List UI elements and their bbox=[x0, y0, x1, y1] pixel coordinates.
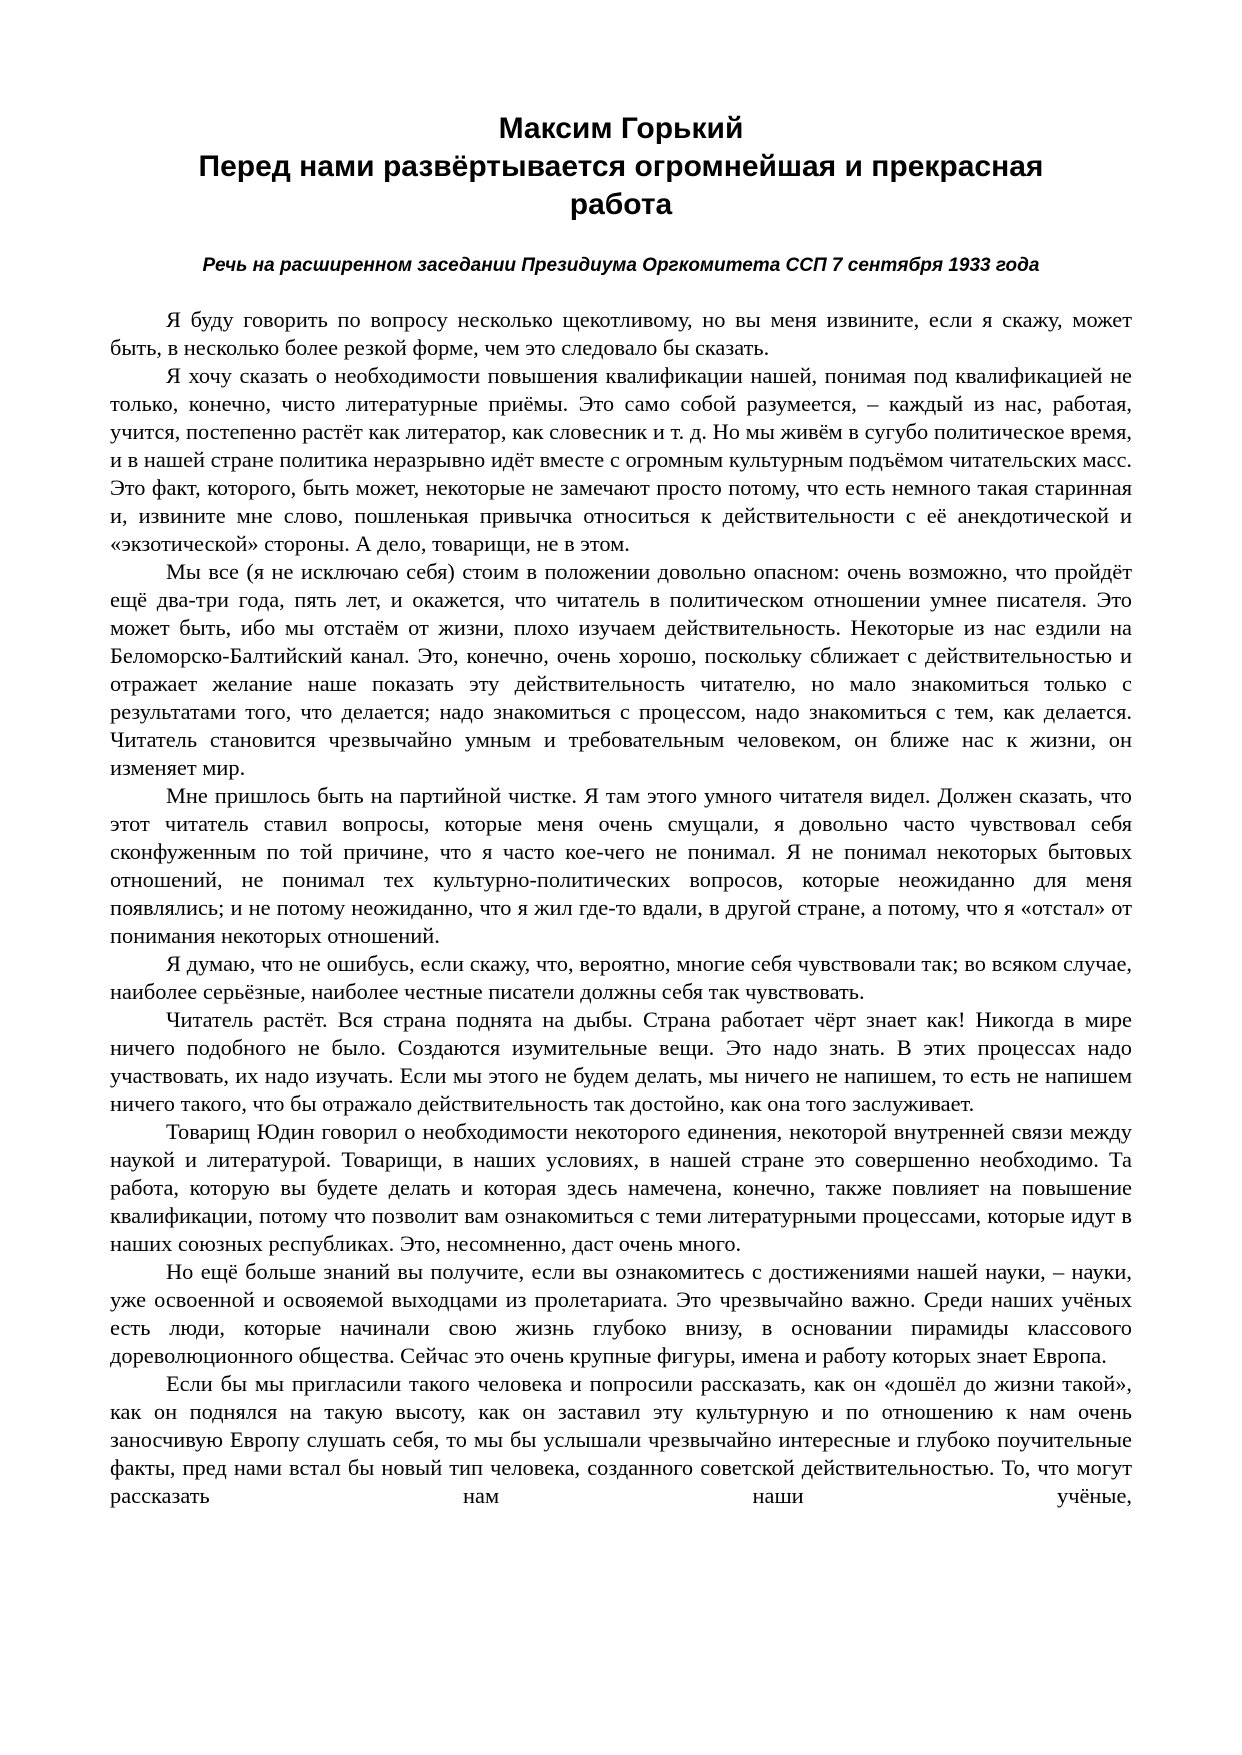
author-name: Максим Горький bbox=[498, 112, 744, 145]
paragraph: Я буду говорить по вопросу несколько щекотливому, но вы меня извините, если я скажу, может быть, в несколько более резкой форме, чем это следовало бы сказать. bbox=[110, 307, 1132, 360]
paragraph: Мне пришлось быть на партийной чистке. Я там этого умного читателя видел. Должен сказать, что этот читатель ставил вопросы, которые меня очень смущали, я довольно часто чувствовал себя сконфуженным по той причине, что я часто кое-чего не понимал. Я не понимал некоторых бытовых отношений, не понимал тех культурно-политических вопросов, которые неожиданно для меня появлялись; и не потому неожиданно, что я жил где-то вдали, в другой стране, а потому, что я «отстал» от понимания некоторых отношений. bbox=[110, 783, 1132, 948]
paragraph: Я хочу сказать о необходимости повышения квалификации нашей, понимая под квалификацией не только, конечно, чисто литературные приёмы. Это само собой разумеется, – каждый из нас, работая, учится, постепенно растёт как литератор, как словесник и т. д. Но мы живём в сугубо политическое время, и в нашей стране политика неразрывно идёт вместе с огромным культурным подъёмом читательских масс. Это факт, которого, быть может, некоторые не замечают просто потому, что есть немного такая старинная и, извините мне слово, пошленькая привычка относиться к действительности с её анекдотической и «экзотической» стороны. А дело, товарищи, не в этом. bbox=[110, 363, 1132, 556]
document-title bbox=[110, 110, 1132, 224]
paragraph: Но ещё больше знаний вы получите, если вы ознакомитесь с достижениями нашей науки, – науки, уже освоенной и освояемой выходцами из пролетариата. Это чрезвычайно важно. Среди наших учёных есть люди, которые начинали свою жизнь глубоко внизу, в основании пирамиды классового дореволюционного общества. Сейчас это очень крупные фигуры, имена и работу которых знает Европа. bbox=[110, 1259, 1132, 1368]
title-line-2: работа bbox=[569, 188, 673, 221]
document-body bbox=[110, 306, 1132, 1510]
paragraph: Если бы мы пригласили такого человека и попросили рассказать, как он «дошёл до жизни такой», как он поднялся на такую высоту, как он заставил эту культурную и по отношению к нам очень заносчивую Европу слушать себя, то мы бы услышали чрезвычайно интересные и глубоко поучительные факты, пред нами встал бы новый тип человека, созданного советской действительностью. То, что могут рассказать нам наши учёные, bbox=[110, 1371, 1132, 1508]
paragraph: Товарищ Юдин говорил о необходимости некоторого единения, некоторой внутренней связи между наукой и литературой. Товарищи, в наших условиях, в нашей стране это совершенно необходимо. Та работа, которую вы будете делать и которая здесь намечена, конечно, также повлияет на повышение квалификации, потому что позволит вам ознакомиться с теми литературными процессами, которые идут в наших союзных республиках. Это, несомненно, даст очень много. bbox=[110, 1119, 1132, 1256]
paragraph: Читатель растёт. Вся страна поднята на дыбы. Страна работает чёрт знает как! Никогда в мире ничего подобного не было. Создаются изумительные вещи. Это надо знать. В этих процессах надо участвовать, их надо изучать. Если мы этого не будем делать, мы ничего не напишем, то есть не напишем ничего такого, что бы отражало действительность так достойно, как она того заслуживает. bbox=[110, 1007, 1132, 1116]
paragraph: Я думаю, что не ошибусь, если скажу, что, вероятно, многие себя чувствовали так; во всяком случае, наиболее серьёзные, наиболее честные писатели должны себя так чувствовать. bbox=[110, 951, 1132, 1004]
document-subtitle: Речь на расширенном заседании Президиума Оргкомитета ССП 7 сентября 1933 года bbox=[202, 255, 1040, 276]
paragraph: Мы все (я не исключаю себя) стоим в положении довольно опасном: очень возможно, что пройдёт ещё два-три года, пять лет, и окажется, что читатель в политическом отношении умнее писателя. Это может быть, ибо мы отстаём от жизни, плохо изучаем действительность. Некоторые из нас ездили на Беломорско-Балтийский канал. Это, конечно, очень хорошо, поскольку сближает с действительностью и отражает желание наше показать эту действительность читателю, но мало знакомиться только с результатами того, что делается; надо знакомиться с процессом, надо знакомиться с тем, как делается. Читатель становится чрезвычайно умным и требовательным человеком, он ближе нас к жизни, он изменяет мир. bbox=[110, 559, 1132, 780]
title-line-1: Перед нами развёртывается огромнейшая и прекрасная bbox=[198, 150, 1044, 183]
